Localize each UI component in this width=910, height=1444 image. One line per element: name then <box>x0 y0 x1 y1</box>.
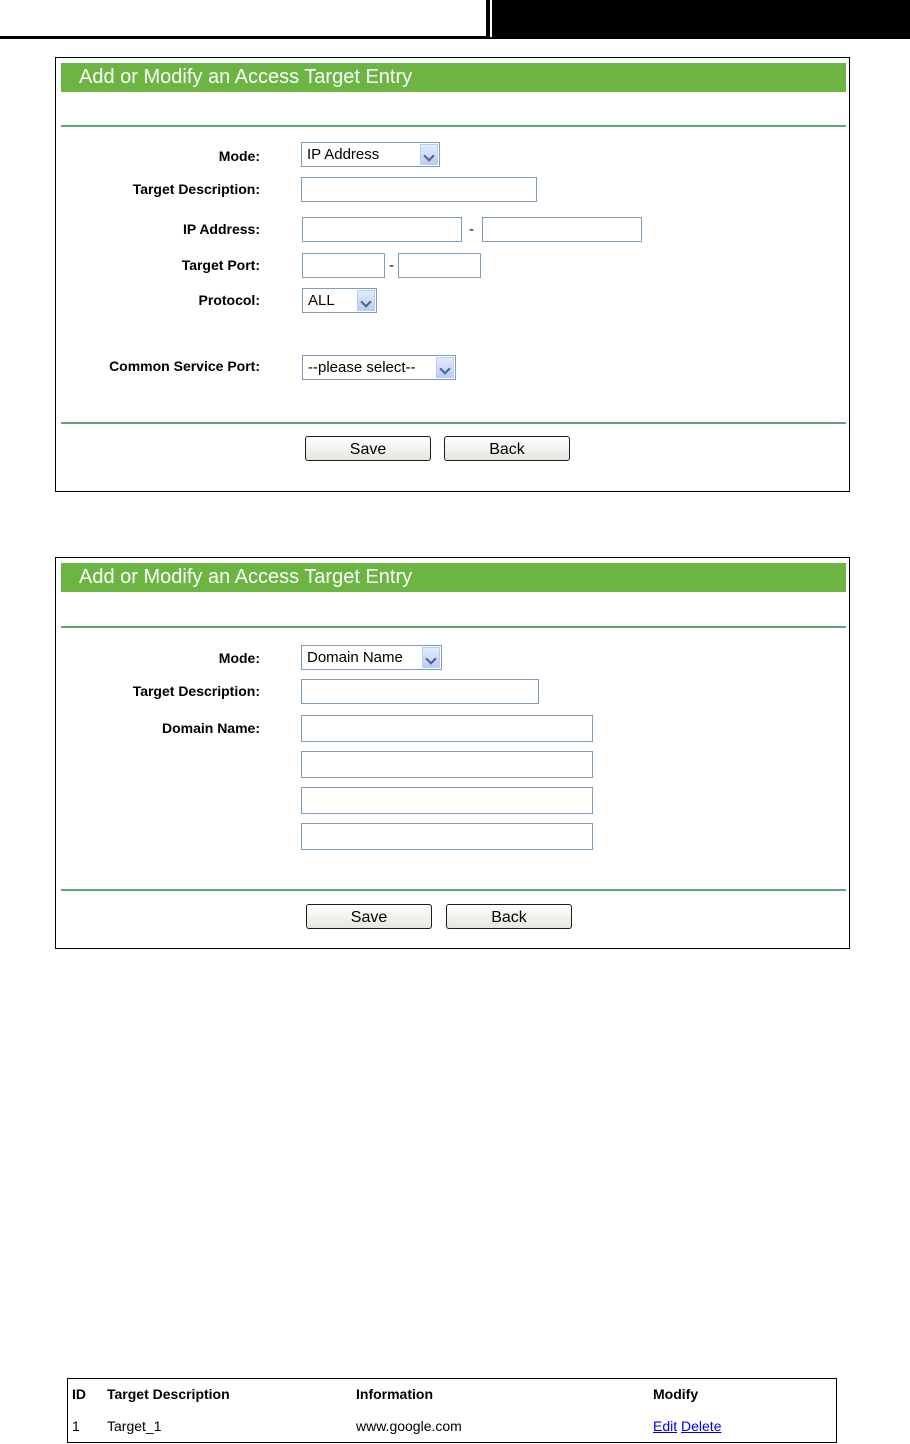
chevron-down-icon <box>420 144 438 165</box>
domain-name-label: Domain Name: <box>161 720 260 736</box>
back-button[interactable]: Back <box>444 436 570 461</box>
mode-select[interactable] <box>301 142 440 167</box>
save-button[interactable]: Save <box>306 904 432 929</box>
mode-select-value: IP Address <box>307 146 380 163</box>
common-service-port-select[interactable] <box>302 355 456 380</box>
target-description-label: Target Description: <box>132 683 260 699</box>
back-button[interactable]: Back <box>446 904 572 929</box>
protocol-select[interactable] <box>302 288 377 313</box>
target-description-input[interactable] <box>301 177 537 202</box>
target-description-label: Target Description: <box>132 181 260 197</box>
mode-label: Mode: <box>218 650 260 666</box>
edit-link[interactable]: Edit <box>653 1418 678 1434</box>
domain-name-input-3[interactable] <box>301 787 593 814</box>
column-header-modify: Modify <box>653 1386 699 1402</box>
domain-name-input-4[interactable] <box>301 823 593 850</box>
divider <box>61 422 846 424</box>
ip-address-panel <box>55 57 850 492</box>
chevron-down-icon <box>436 357 454 378</box>
ip-range-dash: - <box>469 221 474 238</box>
chevron-down-icon <box>357 290 375 311</box>
mode-label: Mode: <box>218 148 260 164</box>
row-information: www.google.com <box>356 1418 462 1434</box>
domain-name-panel <box>55 557 850 949</box>
port-range-dash: - <box>389 257 394 274</box>
mode-select-value: Domain Name <box>307 649 403 666</box>
target-port-label: Target Port: <box>181 257 260 273</box>
row-target-description: Target_1 <box>107 1418 162 1434</box>
access-target-table <box>67 1378 837 1443</box>
divider <box>61 125 846 127</box>
divider <box>61 889 846 891</box>
mode-select[interactable] <box>301 645 442 670</box>
service-select-value: --please select-- <box>308 359 416 376</box>
column-header-information: Information <box>356 1386 433 1402</box>
chevron-down-icon <box>422 647 440 668</box>
port-end-input[interactable] <box>398 253 481 278</box>
ip-address-label: IP Address: <box>182 221 260 237</box>
protocol-label: Protocol: <box>198 292 260 308</box>
port-start-input[interactable] <box>302 253 385 278</box>
column-header-target-description: Target Description <box>107 1386 230 1402</box>
panel-title: Add or Modify an Access Target Entry <box>61 563 846 592</box>
ip-end-input[interactable] <box>482 217 642 242</box>
delete-link[interactable]: Delete <box>681 1418 722 1434</box>
save-button[interactable]: Save <box>305 436 431 461</box>
header-black-box <box>486 0 910 37</box>
target-description-input[interactable] <box>301 679 539 704</box>
divider <box>61 626 846 628</box>
common-service-port-label: Common Service Port: <box>109 358 260 374</box>
domain-name-input-2[interactable] <box>301 751 593 778</box>
panel-title: Add or Modify an Access Target Entry <box>61 63 846 92</box>
row-id: 1 <box>72 1418 80 1434</box>
row-modify <box>653 1418 721 1434</box>
column-header-id: ID <box>72 1386 86 1402</box>
domain-name-input-1[interactable] <box>301 715 593 742</box>
ip-start-input[interactable] <box>302 217 462 242</box>
protocol-select-value: ALL <box>308 292 335 309</box>
